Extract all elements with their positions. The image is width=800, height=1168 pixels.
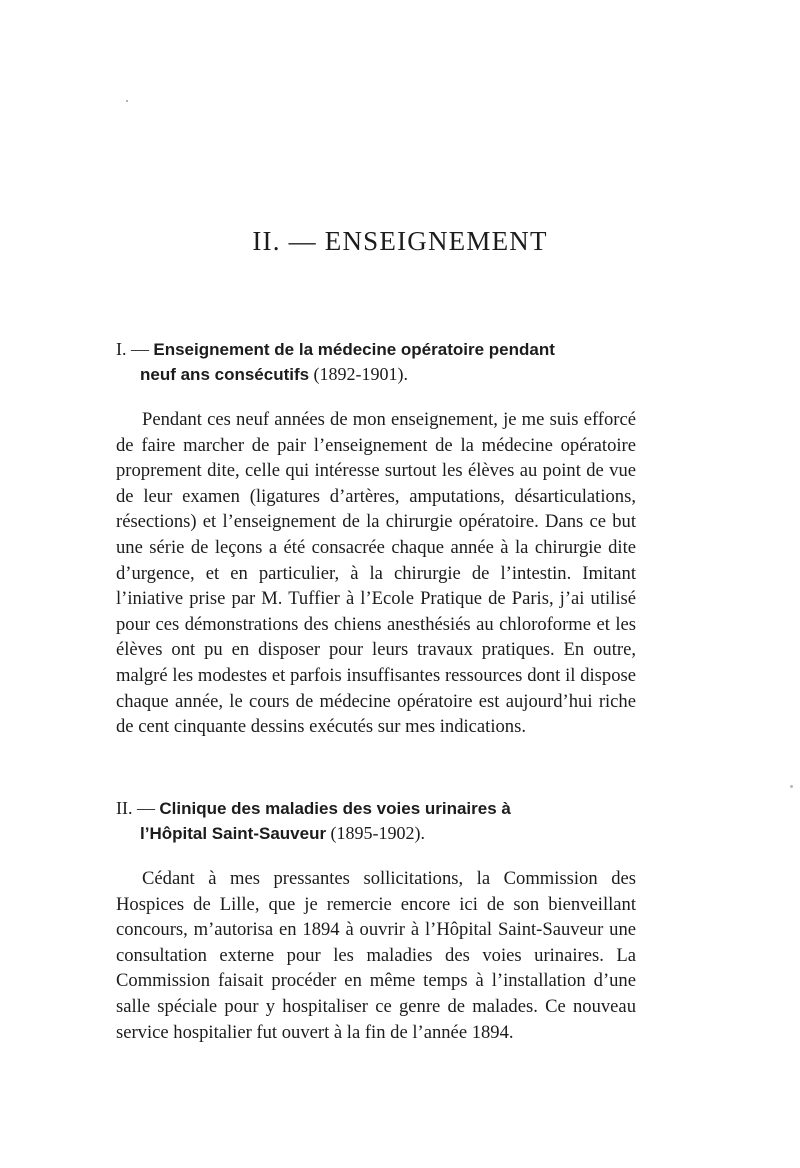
chapter-title <box>0 226 800 257</box>
section-1 <box>116 337 636 740</box>
section-dates: (1895-1902). <box>330 823 425 843</box>
section-dates: (1892-1901). <box>313 364 408 384</box>
section-title-line1: Clinique des maladies des voies urinaires à <box>159 799 511 818</box>
section-paragraph: Cédant à mes pressantes sollicitations, la Commission des Hospices de Lille, que je remercie encore ici de son bienveillant concours, m’autorisa en 1894 à ouvrir à l’Hôpital Saint-Sauveur une consultation externe pour les maladies des voies urinaires. La Commission faisait procéder en même temps à l’installation d’une salle spéciale pour y hospitaliser ce genre de malades. Ce nouveau service hospitalier fut ouvert à la fin de l’année 1894. <box>116 868 636 1043</box>
paper-speck <box>790 785 793 788</box>
section-title-continuation <box>116 821 636 846</box>
section-number: I. — <box>116 339 149 359</box>
section-title-line2: neuf ans consécutifs <box>140 365 310 384</box>
section-number: II. — <box>116 798 155 818</box>
paper-speck <box>126 100 128 102</box>
section-2 <box>116 796 636 1045</box>
section-paragraph: Pendant ces neuf années de mon enseignement, je me suis efforcé de faire marcher de pair l’enseignement de la médecine opératoire proprement dite, celle qui intéresse surtout les élèves au point de vue de leur examen (ligatures d’artères, amputations, désarticulations, résections) et l’enseignement de la chirurgie opératoire. Dans ce but une série de leçons a été consacrée chaque année à la chirurgie dite d’urgence, et en particulier, à la chirurgie de l’intestin. Imitant l’iniative prise par M. Tuffier à l’Ecole Pratique de Paris, j’ai utilisé pour ces démonstrations des chiens anesthésiés au chloroforme et les élèves ont pu en disposer pour leurs travaux pratiques. En outre, malgré les modestes et parfois insuffisantes ressources dont il dispose chaque année, le cours de médecine opératoire est aujourd’hui riche de cent cinquante dessins exécutés sur mes indications. <box>116 409 636 738</box>
section-heading <box>116 337 636 387</box>
section-title-continuation <box>116 362 636 387</box>
section-title-line1: Enseignement de la médecine opératoire pendant <box>153 340 555 359</box>
chapter-title-text: II. — ENSEIGNEMENT <box>252 226 548 256</box>
section-heading <box>116 796 636 846</box>
section-title-line2: l’Hôpital Saint-Sauveur <box>140 824 327 843</box>
